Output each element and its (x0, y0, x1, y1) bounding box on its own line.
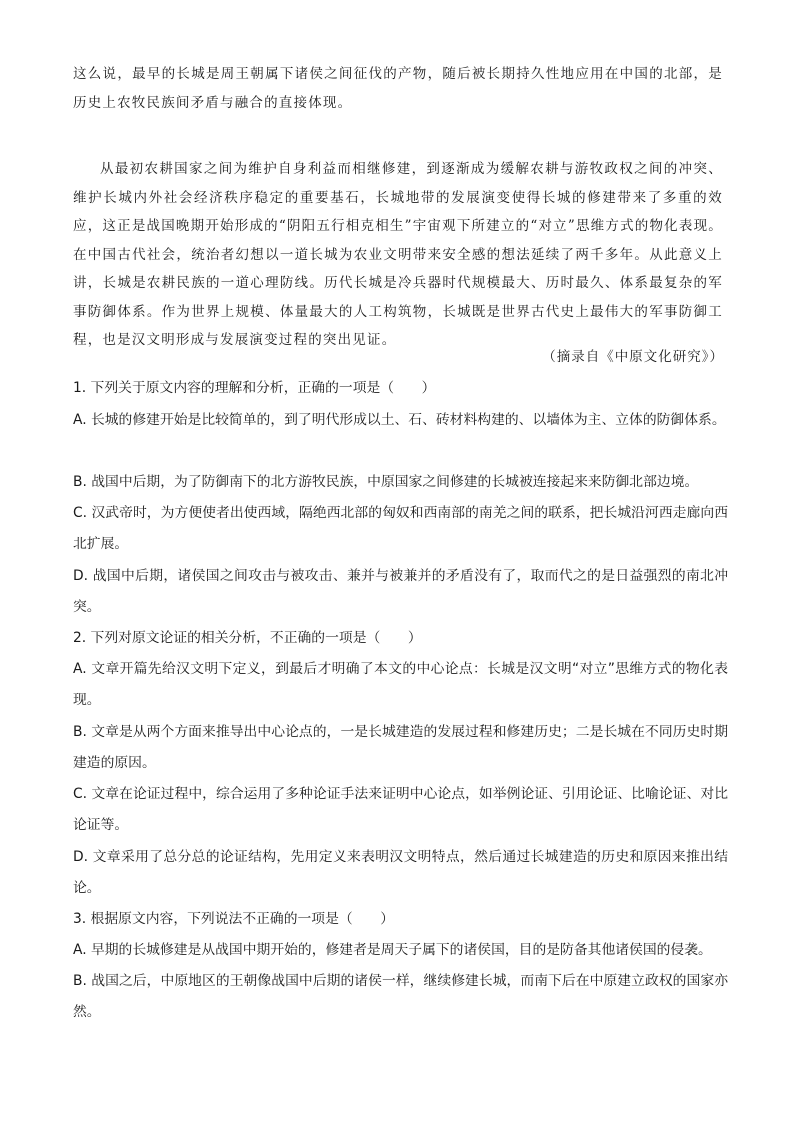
question-2-option-d: D. 文章采用了总分总的论证结构，先用定义来表明汉文明特点，然后通过长城建造的历史和原因来推出结论。 (73, 849, 728, 896)
passage-paragraph-1: 这么说，最早的长城是周王朝属下诸侯之间征伐的产物，随后被长期持久性地应用在中国的北部，是历史上农牧民族间矛盾与融合的直接体现。 (73, 66, 723, 111)
question-2-option-c: C. 文章在论证过程中，综合运用了多种论证手法来证明中心论点，如举例论证、引用论证、比喻论证、对比论证等。 (73, 786, 728, 833)
question-1-stem: 1. 下列关于原文内容的理解和分析，正确的一项是（ ） (73, 380, 436, 396)
question-3-option-a: A. 早期的长城修建是从战国中期开始的，修建者是周天子属下的诸侯国，目的是防备其他诸侯国的侵袭。 (73, 942, 712, 958)
question-2-option-b: B. 文章是从两个方面来推导出中心论点的，一是长城建造的发展过程和修建历史；二是长城在不同历史时期建造的原因。 (73, 724, 728, 771)
passage-paragraph-2: 从最初农耕国家之间为维护自身利益而相继修建，到逐渐成为缓解农耕与游牧政权之间的冲突、维护长城内外社会经济秩序稳定的重要基石，长城地带的发展演变使得长城的修建带来了多重的效应，这正是战国晚期开始形成的“阴阳五行相克相生”宇宙观下所建立的“对立”思维方式的物化表现。在中国古代社会，统治者幻想以一道长城为农业文明带来安全感的想法延续了两千多年。从此意义上讲，长城是农耕民族的一道心理防线。历代长城是冷兵器时代规模最大、历时最久、体系最复杂的军事防御体系。作为世界上规模、体量最大的人工构筑物，长城既是世界古代史上最伟大的军事防御工程，也是汉文明形成与发展演变过程的突出见证。 (73, 161, 723, 348)
question-3-option-b: B. 战国之后，中原地区的王朝像战国中后期的诸侯一样，继续修建长城，而南下后在中原建立政权的国家亦然。 (73, 973, 728, 1020)
source-citation: （摘录自《中原文化研究》） (542, 349, 724, 365)
question-1-option-d: D. 战国中后期，诸侯国之间攻击与被攻击、兼并与被兼并的矛盾没有了，取而代之的是日益强烈的南北冲突。 (73, 568, 728, 615)
question-2-stem: 2. 下列对原文论证的相关分析，不正确的一项是（ ） (73, 630, 422, 646)
question-1-option-b: B. 战国中后期，为了防御南下的北方游牧民族，中原国家之间修建的长城被连接起来来防御北部边境。 (73, 474, 699, 490)
question-3-stem: 3. 根据原文内容，下列说法不正确的一项是（ ） (73, 911, 395, 927)
question-1-option-a: A. 长城的修建开始是比较简单的，到了明代形成以土、石、砖材料构建的、以墙体为主、立体的防御体系。 (73, 412, 726, 428)
question-1-option-c: C. 汉武帝时，为方便使者出使西域，隔绝西北部的匈奴和西南部的南羌之间的联系，把长城沿河西走廊向西北扩展。 (73, 505, 728, 552)
question-2-option-a: A. 文章开篇先给汉文明下定义，到最后才明确了本文的中心论点：长城是汉文明“对立”思维方式的物化表现。 (73, 661, 728, 708)
